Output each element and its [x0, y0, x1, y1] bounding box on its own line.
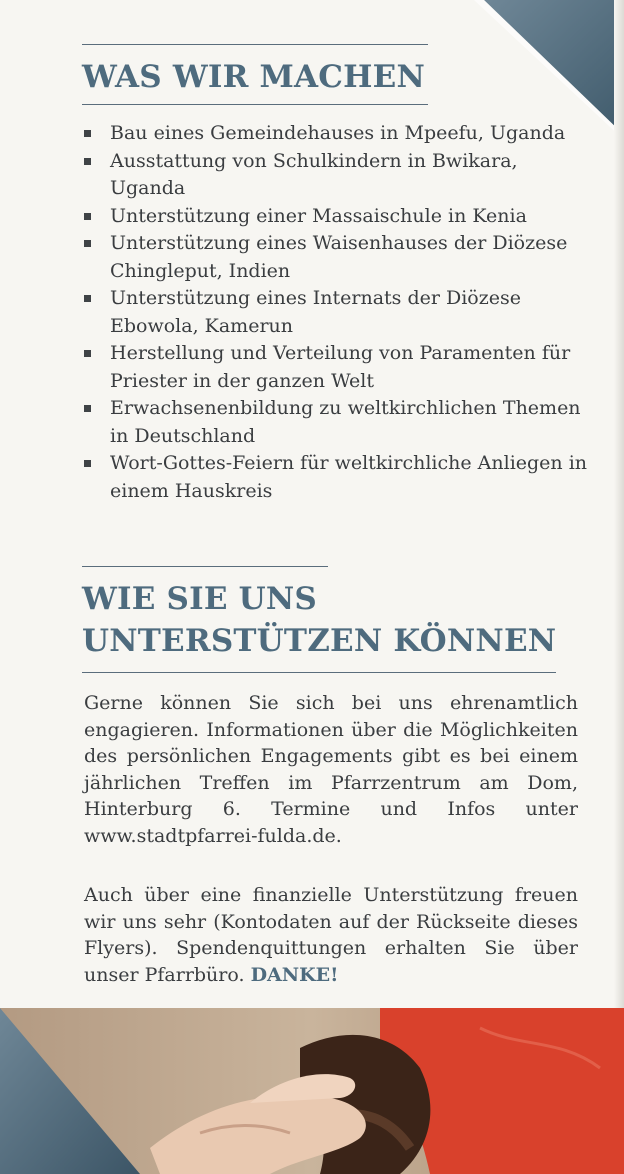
list-item-label: Wort-Gottes-Feiern für weltkirchliche Anliegen in einem Hauskreis — [110, 452, 588, 502]
bullet-icon — [84, 158, 91, 165]
bullet-icon — [84, 295, 91, 302]
thanks-text: DANKE! — [250, 963, 339, 986]
list-item — [84, 230, 594, 285]
list-item-label: Erwachsenenbildung zu weltkirchlichen Themen in Deutschland — [110, 397, 581, 447]
section-heading-what-we-do: WAS WIR MACHEN — [82, 59, 426, 95]
list-item — [84, 148, 594, 203]
donation-text: Auch über eine finanzielle Unterstützung freuen wir uns sehr (Kontodaten auf der Rückseite dieses Flyers). Spendenquittungen erhalten Sie über unser Pfarrbüro. — [84, 884, 578, 986]
bullet-icon — [84, 213, 91, 220]
page-edge-shadow — [614, 0, 624, 1174]
bullet-icon — [84, 130, 91, 137]
section2-rule-top — [82, 566, 328, 567]
bullet-icon — [84, 350, 91, 357]
list-item — [84, 450, 594, 505]
heading-rule-bottom — [82, 104, 428, 105]
activity-list — [84, 120, 594, 505]
paragraph-donation — [84, 882, 578, 988]
section2-rule-bottom — [82, 672, 556, 673]
section-heading-support-line2: UNTERSTÜTZEN KÖNNEN — [82, 623, 557, 659]
list-item-label: Bau eines Gemeindehauses in Mpeefu, Uganda — [110, 122, 566, 144]
list-item-label: Unterstützung eines Internats der Diözese Ebowola, Kamerun — [110, 287, 521, 337]
list-item-label: Unterstützung eines Waisenhauses der Diözese Chingleput, Indien — [110, 232, 568, 282]
list-item-label: Herstellung und Verteilung von Paramenten für Priester in der ganzen Welt — [110, 342, 571, 392]
bullet-icon — [84, 460, 91, 467]
bullet-icon — [84, 405, 91, 412]
paragraph-volunteer: Gerne können Sie sich bei uns ehrenamtlich engagieren. Informationen über die Möglichkeiten des persönlichen Engagements gibt es bei einem jährlichen Treffen im Pfarrzentrum am Dom, Hinterburg 6. Termine und Infos unter www.stadtpfarrei-fulda.de. — [84, 692, 578, 847]
list-item — [84, 395, 594, 450]
bullet-icon — [84, 240, 91, 247]
section-heading-support-line1: WIE SIE UNS — [82, 581, 318, 617]
list-item — [84, 120, 594, 148]
heading-rule-top — [82, 44, 428, 45]
list-item-label: Ausstattung von Schulkindern in Bwikara, Uganda — [110, 149, 518, 199]
corner-triangle-decoration — [474, 0, 624, 140]
list-item — [84, 285, 594, 340]
list-item — [84, 340, 594, 395]
list-item-label: Unterstützung einer Massaischule in Kenia — [110, 204, 527, 227]
list-item — [84, 203, 594, 231]
hands-photo — [0, 1008, 624, 1174]
